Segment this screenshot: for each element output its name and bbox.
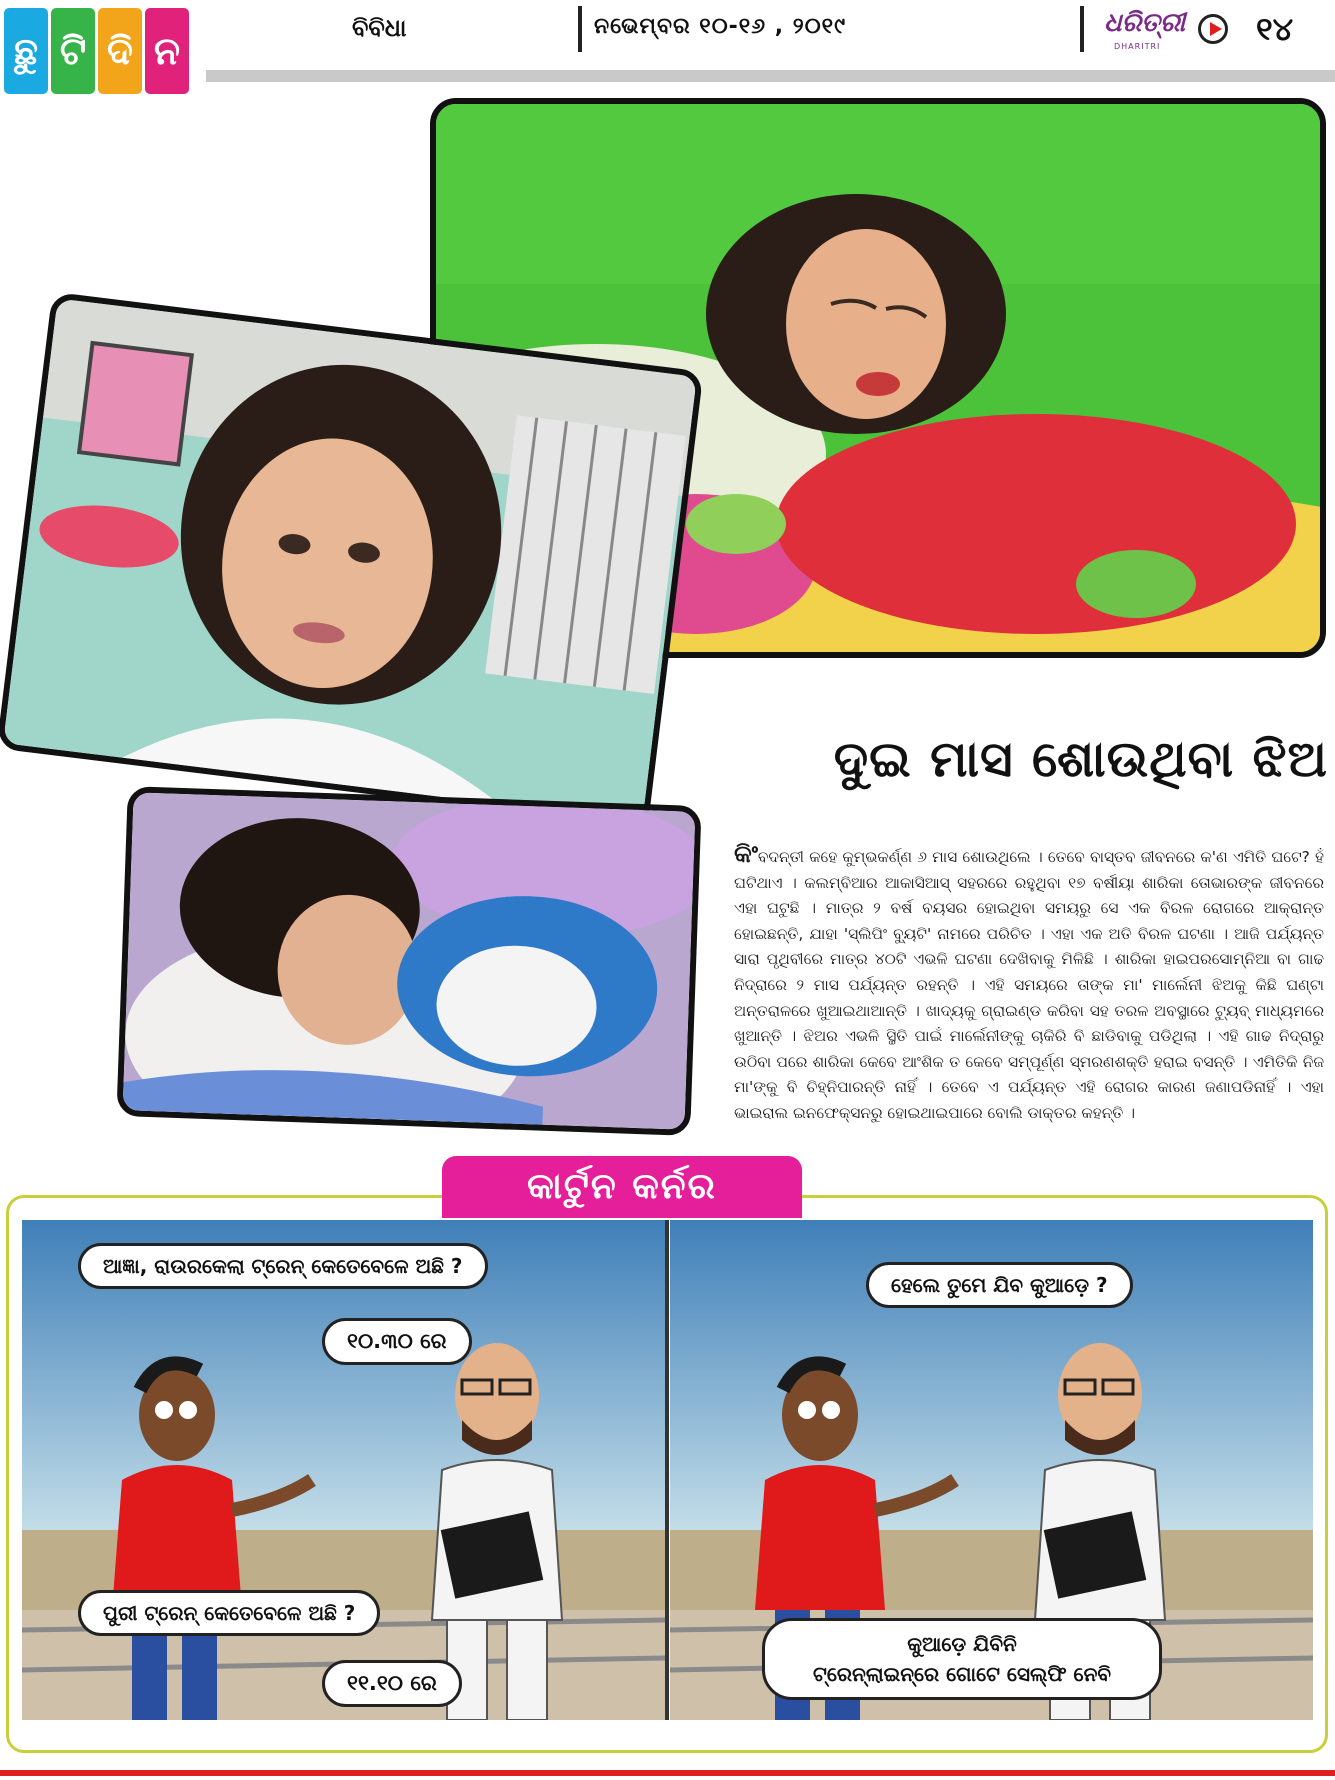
masthead: [0, 0, 1335, 98]
speech-bubble-q3: ହେଲେ ତୁମେ ଯିବ କୁଆଡ଼େ ?: [866, 1262, 1133, 1308]
logo: [4, 8, 189, 94]
speech-bubble-a2: ୧୧.୧୦ ରେ: [322, 1660, 462, 1707]
play-icon: [1198, 14, 1228, 44]
divider: [578, 6, 582, 52]
article-text: ବଦନ୍ତୀ କହେ କୁମ୍ଭକର୍ଣ୍ଣ ୬ ମାସ ଶୋଉଥିଲେ । ତେବେ ବାସ୍ତବ ଜୀବନରେ କ'ଣ ଏମିତି ଘଟେ? ହଁ ଘଟିଥାଏ । କଲମ୍ବିଆର ଆକାସିଆସ୍ ସହରରେ ରହୁଥିବା ୧୭ ବର୍ଷୀୟା ଶାରିକା ତୋଭାରଙ୍କ ଜୀବନରେ ଏହା ଘଟୁଛି । ମାତ୍ର ୨ ବର୍ଷ ବୟସର ହୋଇଥିବା ସମୟରୁ ସେ ଏକ ବିରଳ ରୋଗରେ ଆକ୍ରାନ୍ତ ହୋଇଛନ୍ତି, ଯାହା 'ସ୍ଲିପିଂ ବ୍ୟୁଟି' ନାମରେ ପରିଚିତ । ଏହା ଏକ ଅତି ବିରଳ ଘଟଣା । ଆଜି ପର୍ଯ୍ୟନ୍ତ ସାରା ପୃଥିବୀରେ ମାତ୍ର ୪୦ଟି ଏଭଳି ଘଟଣା ଦେଖିବାକୁ ମିଳିଛି । ଶାରିକା ହାଇପରସୋମ୍ନିଆ ବା ଗାଢ ନିଦ୍ରାରେ ୨ ମାସ ପର୍ଯ୍ୟନ୍ତ ରହନ୍ତି । ଏହି ସମୟରେ ତାଙ୍କ ମା' ମାର୍ଲେନୀ ଝିଅକୁ କିଛି ଘଣ୍ଟା ଅନ୍ତରାଳରେ ଖୁଆଇଥାଆନ୍ତି । ଖାଦ୍ୟକୁ ଗ୍ରାଇଣ୍ଡ କରିବା ସହ ତରଳ ଅବସ୍ଥାରେ ଟ୍ୟୁବ୍ ମାଧ୍ୟମରେ ଖୁଆନ୍ତି । ଝିଅର ଏଭଳି ସ୍ଥିତି ପାଇଁ ମାର୍ଲେନୀଙ୍କୁ ଚାକିରି ବି ଛାଡିବାକୁ ପଡିଥିଲା । ଏହି ଗାଢ ନିଦ୍ରାରୁ ଉଠିବା ପରେ ଶାରିକା କେବେ ଆଂଶିକ ତ କେବେ ସମ୍ପୂର୍ଣ୍ଣ ସ୍ମରଣଶକ୍ତି ହରାଇ ବସନ୍ତି । ଏମିତିକି ନିଜ ମା'ଙ୍କୁ ବି ଚିହ୍ନିପାରନ୍ତି ନାହିଁ । ତେବେ ଏ ପର୍ଯ୍ୟନ୍ତ ଏହି ରୋଗର କାରଣ ଜଣାପଡିନାହିଁ । ଏହା ଭାଇରାଲ ଇନଫେକ୍ସନରୁ ହୋଇଥାଇପାରେ ବୋଲି ଡାକ୍ତର କହନ୍ତି ।: [734, 848, 1324, 1122]
article-headline: ଦୁଇ ମାସ ଶୋଉଥିବା ଝିଅ: [833, 730, 1328, 788]
section-name: ବିବିଧା: [352, 14, 407, 42]
bubble-line: କୁଆଡ଼େ ଯିବିନି: [907, 1632, 1017, 1656]
brand-logo: ଧରିତ୍ରୀ: [1104, 8, 1186, 38]
logo-tile: ନ: [145, 8, 189, 94]
bubble-line: ଟ୍ରେନ୍‌ଲାଇନ୍‌ରେ ଗୋଟେ ସେଲ୍‌ଫି ନେବି: [813, 1662, 1111, 1686]
issue-date: ନଭେମ୍ବର ୧୦-୧୬ , ୨୦୧୯: [594, 14, 847, 39]
speech-bubble-a3: [762, 1618, 1162, 1700]
photo-girl-sleeping-pillow: [116, 786, 701, 1136]
logo-tile: ଦି: [98, 8, 142, 94]
brand-subtitle: DHARITRI: [1114, 42, 1161, 51]
article-dropcap: କିଂ: [734, 840, 758, 868]
panel-divider: [665, 1220, 669, 1720]
cartoon-corner-title: କାର୍ଟୁନ କର୍ନର: [442, 1156, 802, 1218]
cartoon-panel-1: [22, 1220, 665, 1720]
photo-girl-awake: [0, 292, 704, 829]
footer-rule: [0, 1770, 1335, 1776]
logo-tile: ଛୁ: [4, 8, 48, 94]
logo-tile: ଟି: [51, 8, 95, 94]
article-body: [734, 842, 1324, 1127]
page-number: ୧୪: [1256, 10, 1294, 48]
speech-bubble-q1: ଆଜ୍ଞା, ରାଉରକେଲା ଟ୍ରେନ୍ କେତେବେଳେ ଅଛି ?: [78, 1243, 488, 1289]
speech-bubble-q2: ପୁରୀ ଟ୍ରେନ୍ କେତେବେଳେ ଅଛି ?: [78, 1590, 380, 1636]
divider: [1080, 6, 1084, 52]
speech-bubble-a1: ୧୦.୩୦ ରେ: [322, 1318, 472, 1365]
header-rule: [206, 70, 1335, 82]
